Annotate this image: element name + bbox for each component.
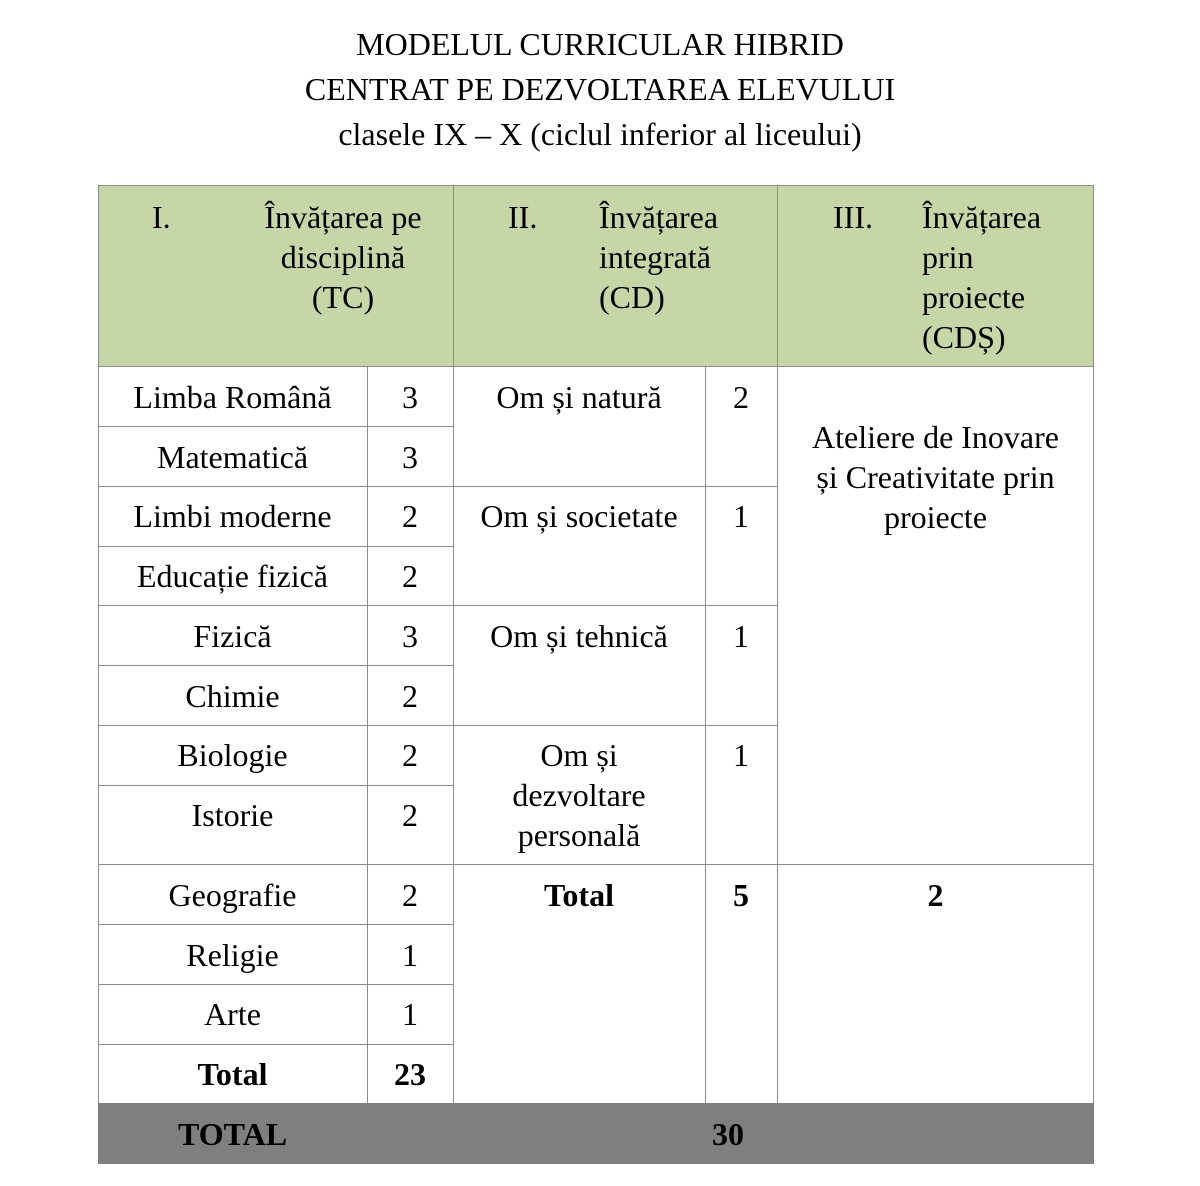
integrated-hours: 1 — [733, 737, 749, 773]
grid-line — [705, 366, 706, 1103]
integrated-area-line: Om și — [540, 737, 618, 773]
grid-line — [1093, 185, 1094, 1103]
integrated-area-line: Om și natură — [496, 379, 662, 415]
grid-line — [453, 185, 454, 1103]
projects-line: Ateliere de Inovare — [812, 419, 1059, 455]
discipline-hours: 3 — [402, 379, 418, 415]
header-col-2 — [453, 185, 777, 366]
discipline-hours: 2 — [402, 877, 418, 913]
grid-line — [98, 546, 453, 547]
header-col-1-line: (TC) — [311, 279, 375, 315]
title-line-3: clasele IX – X (ciclul inferior al liceului) — [338, 116, 862, 152]
header-col-3-number: III. — [833, 199, 873, 235]
integrated-area-line: dezvoltare — [512, 777, 646, 813]
title-line-1: MODELUL CURRICULAR HIBRID — [356, 26, 844, 62]
grid-line — [367, 366, 368, 1103]
grid-line — [98, 426, 453, 427]
integrated-area — [453, 616, 705, 656]
projects-line: proiecte — [883, 499, 988, 535]
grand-total-label: TOTAL — [177, 1116, 288, 1152]
grid-line — [98, 785, 453, 786]
discipline-name: Geografie — [168, 877, 297, 913]
grid-line — [453, 486, 777, 487]
discipline-hours: 2 — [402, 678, 418, 714]
discipline-name: Biologie — [177, 737, 288, 773]
header-col-1-number: I. — [152, 199, 171, 235]
grid-line — [98, 185, 1094, 186]
curriculum-table — [98, 185, 1094, 1164]
projects-description — [777, 417, 1094, 537]
integrated-area-line: personală — [517, 817, 641, 853]
header-col-3-line: prin — [922, 239, 974, 275]
grid-line — [98, 864, 1094, 865]
grid-line — [453, 605, 777, 606]
projects-line: și Creativitate prin — [816, 459, 1055, 495]
integrated-area — [453, 496, 705, 536]
grid-line — [453, 725, 777, 726]
discipline-name: Limba Română — [133, 379, 332, 415]
grid-line — [98, 605, 453, 606]
discipline-hours: 2 — [402, 797, 418, 833]
header-col-3-line: (CDȘ) — [922, 319, 1006, 355]
integrated-area — [453, 377, 705, 417]
integrated-hours: 1 — [733, 498, 749, 534]
header-col-1-line: Învățarea pe — [264, 199, 422, 235]
discipline-hours: 1 — [402, 996, 418, 1032]
document-title — [0, 22, 1200, 157]
disciplines-total-hours: 23 — [394, 1056, 426, 1092]
header-col-1 — [98, 185, 453, 366]
integrated-area — [453, 735, 705, 855]
header-col-2-number: II. — [508, 199, 538, 235]
discipline-name: Istorie — [191, 797, 274, 833]
grid-line — [777, 185, 778, 1103]
discipline-name: Matematică — [156, 439, 309, 475]
discipline-hours: 1 — [402, 937, 418, 973]
grid-line — [98, 1044, 453, 1045]
discipline-hours: 3 — [402, 439, 418, 475]
header-col-3-line: Învățarea — [922, 199, 1042, 235]
grid-line — [98, 725, 453, 726]
integrated-area-line: Om și tehnică — [490, 618, 668, 654]
discipline-name: Religie — [186, 937, 279, 973]
discipline-name: Chimie — [185, 678, 280, 714]
discipline-name: Limbi moderne — [133, 498, 332, 534]
title-line-2: CENTRAT PE DEZVOLTAREA ELEVULUI — [304, 71, 896, 107]
integrated-hours: 1 — [733, 618, 749, 654]
discipline-name: Arte — [204, 996, 261, 1032]
integrated-area-line: Om și societate — [480, 498, 678, 534]
header-col-2-line: integrată — [599, 239, 711, 275]
discipline-name: Educație fizică — [137, 558, 328, 594]
grid-line — [98, 924, 453, 925]
header-col-3 — [777, 185, 1094, 366]
discipline-hours: 2 — [402, 498, 418, 534]
projects-total: 2 — [927, 877, 944, 913]
integrated-total-label: Total — [544, 877, 614, 913]
header-col-3-line: proiecte — [922, 279, 1026, 315]
discipline-hours: 3 — [402, 618, 418, 654]
discipline-hours: 2 — [402, 737, 418, 773]
grid-line — [98, 486, 453, 487]
header-col-2-line: Învățarea — [599, 199, 719, 235]
grid-line — [98, 984, 453, 985]
grid-line — [98, 366, 1094, 367]
disciplines-total-label: Total — [197, 1056, 268, 1092]
discipline-name: Fizică — [193, 618, 272, 654]
grid-line — [98, 665, 453, 666]
integrated-total-hours: 5 — [733, 877, 749, 913]
integrated-hours: 2 — [733, 379, 749, 415]
grand-total-value: 30 — [712, 1116, 744, 1152]
header-col-1-line: disciplină — [280, 239, 406, 275]
header-col-2-line: (CD) — [599, 279, 665, 315]
grid-line — [98, 185, 99, 1103]
discipline-hours: 2 — [402, 558, 418, 594]
